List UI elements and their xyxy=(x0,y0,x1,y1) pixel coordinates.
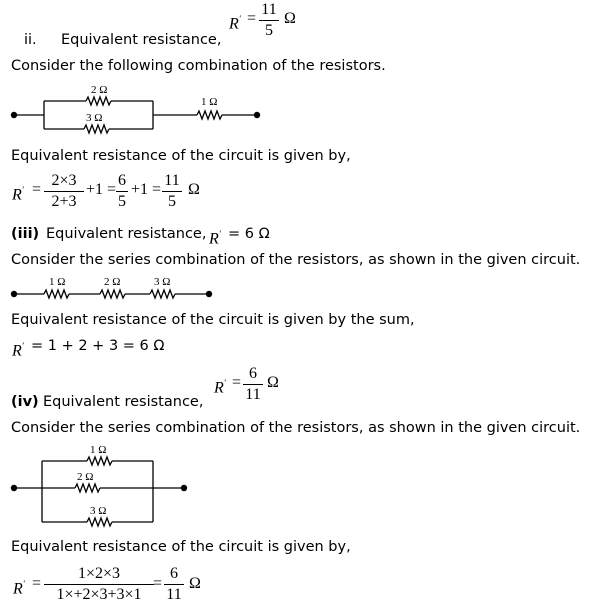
plus-one: +1 = xyxy=(131,181,162,198)
part-ii-label: Equivalent resistance, xyxy=(61,32,222,48)
resistor-label: 1 Ω xyxy=(201,96,218,108)
ohm-unit: Ω xyxy=(284,10,296,27)
part-iii-label: Equivalent resistance, xyxy=(46,226,207,242)
given-by-text-iii: Equivalent resistance of the circuit is given by the sum, xyxy=(11,312,415,328)
resistor-label: 1 Ω xyxy=(90,444,107,456)
part-ii-numeral: ii. xyxy=(24,32,37,48)
ohm-unit: Ω xyxy=(188,181,200,198)
resistor-label: 1 Ω xyxy=(49,276,66,288)
r-prime-symbol: R' xyxy=(12,185,24,204)
r-prime-symbol: R' xyxy=(13,579,25,598)
consider-text-ii: Consider the following combination of the resistors. xyxy=(11,58,386,74)
resistor-label: 2 Ω xyxy=(104,276,121,288)
consider-text-iv: Consider the series combination of the resistors, as shown in the given circuit. xyxy=(11,420,581,436)
fraction-product-over-sum: 1×2×3 1×+2×3+3×1 xyxy=(44,565,154,604)
resistor-label: 3 Ω xyxy=(154,276,171,288)
resistor-label: 3 Ω xyxy=(86,112,103,124)
equals-sign: = xyxy=(232,374,242,391)
fraction-6-5: 6 5 xyxy=(118,172,126,210)
fraction-2x3-over-2plus3: 2×3 2+3 xyxy=(44,172,84,211)
resistor-label: 2 Ω xyxy=(77,471,94,483)
consider-text-iii: Consider the series combination of the resistors, as shown in the given circuit. xyxy=(11,252,581,268)
ohm-unit: Ω xyxy=(189,575,201,592)
ohm-unit: Ω xyxy=(267,374,279,391)
r-prime-symbol: R' xyxy=(229,14,241,33)
equivalent-value: = 6 Ω xyxy=(228,226,270,242)
fraction-11-5: 11 5 xyxy=(259,1,279,40)
r-prime-symbol: R' xyxy=(214,378,226,397)
equals-sign: = xyxy=(153,575,163,592)
resistor-label: 2 Ω xyxy=(91,84,108,96)
fraction-11-5: 11 5 xyxy=(162,172,182,211)
fraction-6-11: 6 11 xyxy=(164,565,184,604)
given-by-text-ii: Equivalent resistance of the circuit is given by, xyxy=(11,148,351,164)
resistor-label: 3 Ω xyxy=(90,505,107,517)
r-prime-symbol: R' xyxy=(209,229,221,248)
fraction-6-11: 6 11 xyxy=(243,365,263,404)
equals-sign: = xyxy=(247,10,257,27)
plus-one: +1 = xyxy=(86,181,117,198)
part-iii-numeral: (iii) xyxy=(11,226,40,242)
given-by-text-iv: Equivalent resistance of the circuit is given by, xyxy=(11,539,351,555)
sum-equation: = 1 + 2 + 3 = 6 Ω xyxy=(31,338,165,354)
part-iv-label: Equivalent resistance, xyxy=(43,394,204,410)
r-prime-symbol: R' xyxy=(12,341,24,360)
equals-sign: = xyxy=(32,575,42,592)
equals-sign: = xyxy=(32,181,42,198)
part-iv-numeral: (iv) xyxy=(11,394,39,410)
